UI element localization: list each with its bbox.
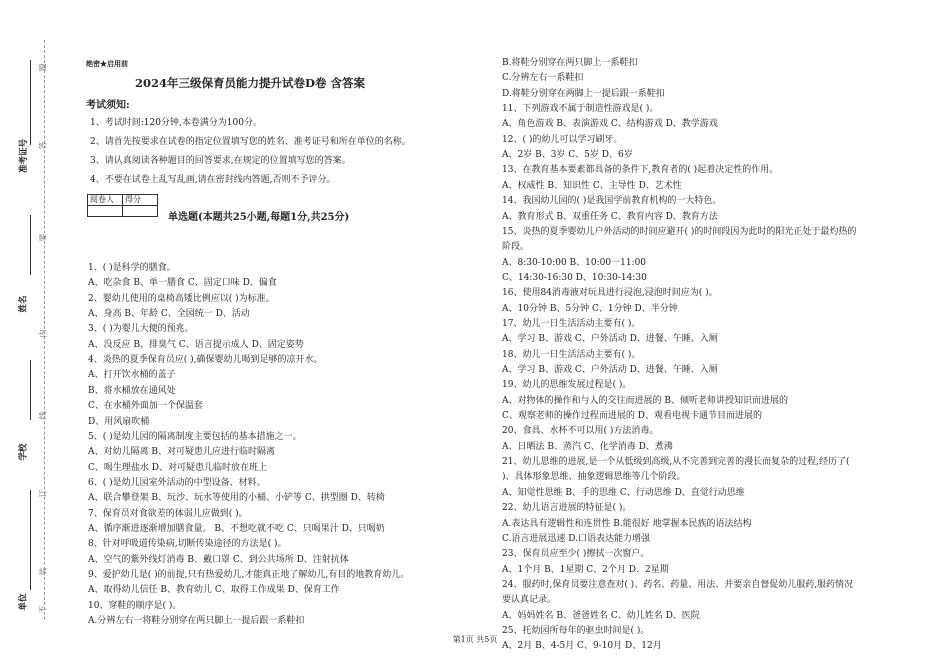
question-line: A、8:30-10:00 B、10:00一11:00 [502,257,647,268]
question-line: 6、( )是幼儿园室外活动的中型设备、材料。 [88,477,266,488]
instruction-item: 2、请首先按要求在试卷的指定位置填写您的姓名、准考证号和所在单位的名称。 [90,137,411,147]
seal-note-char: 内 [38,329,48,338]
question-line: A、权威性 B、知识性 C、主导性 D、艺术性 [502,180,682,191]
question-line: A、2岁 B、3岁 C、5岁 D、6岁 [502,150,633,161]
question-line: 24、服药时,保育员要注意查对( )、药名、药量、用法、并要亲自督促幼儿服药,服药情况 [502,579,854,590]
question-line: A、身高 B、年龄 C、全园统一 D、活动 [88,309,250,320]
question-line: C.分辨左右一系鞋扣 [502,73,584,84]
question-line: 12、( )的幼儿可以学习刷牙。 [502,134,623,145]
instruction-item: 4、不要在试卷上乱写乱画,请在密封线内答题,否则不予评分。 [90,175,336,185]
question-line: 2、婴幼儿使用的桌椅高矮比例应以( )为标准。 [88,293,275,304]
question-line: D、用风扇吹桶 [88,416,150,427]
question-line: A.分辨左右一将鞋分别穿在两只脚上一提后跟一系鞋扣 [88,616,305,627]
question-line: C、在水桶外面加一个保温套 [88,401,203,412]
instruction-item: 1、考试时间:120分钟,本卷满分为100分。 [90,118,262,128]
question-line: 15、炎热的夏季婴幼儿户外活动的时间应避开( )的时间段因为此时的阳光正处于最灼热的 [502,226,857,237]
unit-underline [30,490,31,590]
seal-note-char: 装 [38,567,48,576]
score-table-grader-cell[interactable] [88,206,123,217]
question-line: 要认真记录。 [502,595,557,606]
question-line: A、角色游戏 B、表演游戏 C、结构游戏 D、教学游戏 [502,119,718,130]
score-table-score-cell[interactable] [123,206,158,217]
seal-note-char: 答 [38,141,48,150]
question-line: A、吃杂食 B、单一膳食 C、固定口味 D、偏食 [88,278,277,289]
question-line: 13、在教育基本要素都具备的条件下,教育者的( )起着决定性的作用。 [502,165,779,176]
question-line: 23、保育员应至少( )擦拭一次窗户。 [502,549,650,560]
question-line: 11、下列游戏不属于制造性游戏是( )。 [502,104,659,115]
question-line: )、具体形象思维、抽象逻辑思维等几个阶段。 [502,472,686,483]
question-line: A、对物体的操作和与人的交往而进展的 B、倾听老师讲授知识而进展的 [502,395,788,406]
question-line: 3、( )为婴儿大便的预兆。 [88,324,194,335]
score-table-grader-header: 阅卷人 [88,195,123,206]
question-line: A、联合攀登架 B、玩沙、玩水等使用的小桶、小铲等 C、拱型圈 D、转椅 [88,493,385,504]
question-line: A、10分钟 B、5分钟 C、1分钟 D、半分钟 [502,303,678,314]
question-line: 7、保育员对食欲差的体弱儿应做到( )。 [88,508,248,519]
exam-id-underline [30,60,31,145]
question-line: B.将鞋分别穿在两只脚上一系鞋扣 [502,58,638,68]
question-line: 10、穿鞋的顺序是( )。 [88,600,182,611]
question-line: A、取得幼儿信任 B、教育幼儿 C、取得工作成果 D、保育工作 [88,585,340,596]
question-line: 4、炎热的夏季保育员应( ),确保婴幼儿喝到足够的凉开水。 [88,355,323,366]
question-line: 19、幼儿的思维发展过程是( )。 [502,380,632,391]
question-line: C、喝生理盐水 D、对可疑患儿临时放在班上 [88,462,267,473]
seal-note-char: 不 [38,605,48,614]
question-line: A、教育形式 B、双重任务 C、教育内容 D、教育方法 [502,211,718,222]
question-line: A.表达具有逻辑性和连贯性 B.能很好 地掌握本民族的语法结构 [502,518,752,529]
instructions-heading: 考试须知: [86,100,130,111]
question-line: B、将水桶放在通风处 [88,385,176,396]
confidential-stamp: 绝密★启用前 [86,59,128,68]
score-table-score-header: 得分 [123,195,158,206]
side-label-unit: 单位 [18,593,29,611]
question-line: D.将鞋分别穿在两脚上一提后跟一系鞋扣 [502,88,665,99]
question-line: A、没反应 B、排臭气 C、语言提示成人 D、固定姿势 [88,339,304,350]
question-line: A、循序渐进逐渐增加膳食量。 B、不想吃就不吃 C、只喝果汁 D、只喝奶 [88,523,385,534]
side-label-school: 学校 [18,443,29,461]
score-table [87,194,158,217]
question-line: 9、爱护幼儿是( )的前提,只有热爱幼儿,才能真正地了解幼儿,有目的地教育幼儿。 [88,570,410,580]
question-line: 25、托幼园所每年的驱虫时间是( )。 [502,625,650,636]
question-line: A、学习 B、游戏 C、户外活动 D、进餐、午睡、入厕 [502,365,718,375]
question-line: 8、针对呼吸道传染病,切断传染途径的方法是( )。 [88,539,287,550]
question-line: 21、幼儿思维的进展,是一个从低级到高级,从不完善到完善的漫长而复杂的过程,经历了( [502,457,850,468]
question-line: 1、( )是科学的膳食。 [88,263,176,273]
seal-note-char: 题 [38,63,48,72]
question-line: 16、使用84消毒液对玩具进行浸泡,浸泡时间应为( )。 [502,288,718,299]
exam-title: 2024年三级保育员能力提升试卷D卷 含答案 [135,76,365,90]
question-line: A、学习 B、游戏 C、户外活动 D、进餐、午睡、入厕 [502,334,718,345]
section-heading: 单选题(本题共25小题,每题1分,共25分) [168,212,350,223]
question-line: C.语言进展迅速 D.口语表达能力增强 [502,533,651,544]
seal-note-char: 订 [38,489,48,498]
question-line: C、观察老师的操作过程而进展的 D、观看电视卡通节目而进展的 [502,411,762,422]
question-line: 阶段。 [502,242,530,253]
question-line: A、妈妈姓名 B、爸爸姓名 C、幼儿姓名 D、医院 [502,610,700,621]
question-line: 5、( )是幼儿园的隔离制度主要包括的基本措施之一。 [88,431,302,442]
question-line: 18、幼儿一日生活活动主要有( )。 [502,349,641,360]
question-line: 14、我国幼儿园的( )是我国学前教育机构的一大特色。 [502,196,722,207]
seal-note-char: 要 [38,233,48,242]
side-label-exam-id: 准考证号 [19,138,30,174]
name-underline [30,215,31,275]
question-line: C、14:30-16:30 D、10:30-14:30 [502,272,647,283]
question-line: A、日晒法 B、蒸汽 C、化学消毒 D、煮沸 [502,441,673,452]
question-line: A、对幼儿隔离 B、对可疑患儿应进行临时隔离 [88,447,275,458]
question-line: 22、幼儿语言进展的特征是( )。 [502,503,632,514]
question-line: A、知觉性思维 B、手的思维 C、行动思维 D、直觉行动思维 [502,487,745,498]
school-underline [30,360,31,420]
question-line: A、空气的紫外线灯消毒 B、戴口罩 C、到公共场所 D、注射抗体 [88,554,349,565]
question-line: A、打开饮水桶的盖子 [88,370,176,381]
binding-margin [0,0,62,671]
question-line: 20、食具、水杯不可以用( )方法消毒。 [502,426,659,437]
side-label-name: 姓名 [18,295,29,313]
question-line: A、2月 B、4-5月 C、9-10月 D、12月 [502,641,662,652]
seal-note-char: 线 [38,411,48,420]
instruction-item: 3、请认真阅读各种题目的回答要求,在规定的位置填写您的答案。 [90,156,351,166]
page-footer: 第1页 共5页 [452,635,498,644]
question-line: A、1个月 B、1星期 C、2个月 D、2星期 [502,564,669,575]
question-line: 17、幼儿一日生活活动主要有( )。 [502,318,641,329]
